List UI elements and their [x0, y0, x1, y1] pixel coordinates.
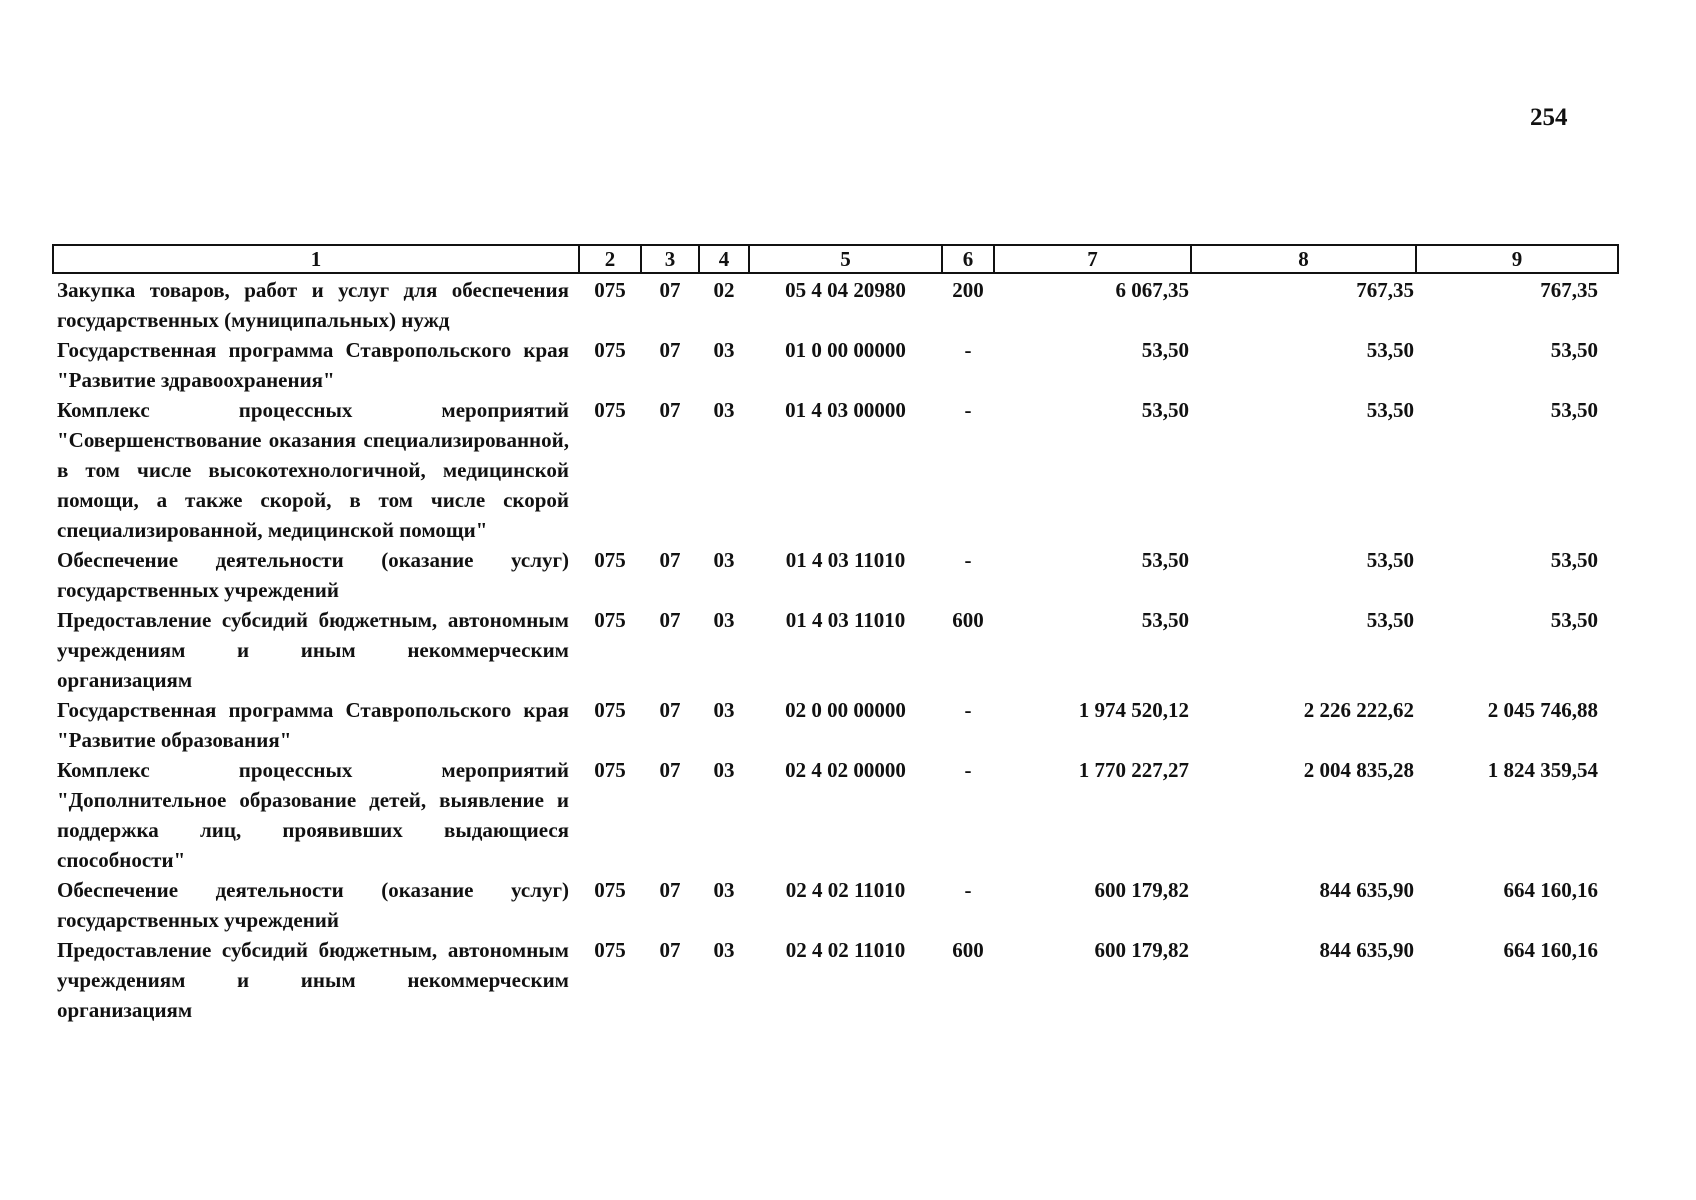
- row-name: Комплекс процессных мероприятий "Дополнительное образование детей, выявление и поддержка лиц, проявивших выдающиеся способности": [57, 758, 569, 872]
- row-amount-col7: 53,50: [1141, 338, 1189, 362]
- row-target-article: 01 0 00 00000: [785, 338, 906, 362]
- row-target-article: 02 4 02 11010: [785, 938, 906, 962]
- row-subsection-code: 03: [713, 398, 735, 422]
- row-name: Государственная программа Ставропольского края "Развитие образования": [57, 698, 569, 752]
- row-subsection-code: 03: [713, 758, 735, 782]
- row-expense-type: -: [964, 338, 972, 362]
- row-amount-col8: 2 004 835,28: [1303, 758, 1414, 782]
- row-expense-type: 200: [952, 278, 984, 302]
- row-subsection-code: 03: [713, 698, 735, 722]
- row-name: Обеспечение деятельности (оказание услуг) государственных учреждений: [57, 548, 569, 602]
- row-amount-col9: 664 160,16: [1503, 878, 1598, 902]
- header-col-4: 4: [699, 245, 749, 273]
- row-amount-col7: 53,50: [1141, 398, 1189, 422]
- table-row: [53, 605, 1618, 695]
- row-subsection-code: 03: [713, 338, 735, 362]
- row-section-code: 07: [659, 398, 681, 422]
- row-amount-col7: 6 067,35: [1115, 278, 1189, 302]
- row-section-code: 07: [659, 338, 681, 362]
- row-ministry-code: 075: [594, 698, 626, 722]
- row-amount-col8: 53,50: [1366, 608, 1414, 632]
- row-target-article: 01 4 03 11010: [785, 548, 906, 572]
- row-section-code: 07: [659, 608, 681, 632]
- row-subsection-code: 03: [713, 548, 735, 572]
- row-name: Закупка товаров, работ и услуг для обеспечения государственных (муниципальных) нужд: [57, 278, 569, 332]
- row-expense-type: -: [964, 548, 972, 572]
- row-section-code: 07: [659, 278, 681, 302]
- row-amount-col9: 53,50: [1550, 338, 1598, 362]
- row-section-code: 07: [659, 548, 681, 572]
- row-target-article: 02 4 02 11010: [785, 878, 906, 902]
- header-col-5: 5: [749, 245, 942, 273]
- header-col-8: 8: [1191, 245, 1416, 273]
- row-target-article: 01 4 03 11010: [785, 608, 906, 632]
- row-amount-col8: 844 635,90: [1319, 878, 1414, 902]
- row-amount-col8: 767,35: [1356, 278, 1414, 302]
- row-expense-type: -: [964, 878, 972, 902]
- row-amount-col9: 53,50: [1550, 608, 1598, 632]
- row-amount-col9: 2 045 746,88: [1487, 698, 1598, 722]
- table-row: [53, 273, 1618, 335]
- row-amount-col8: 2 226 222,62: [1303, 698, 1414, 722]
- header-col-1: 1: [53, 245, 579, 273]
- row-section-code: 07: [659, 698, 681, 722]
- table-row: [53, 755, 1618, 875]
- row-name: Обеспечение деятельности (оказание услуг) государственных учреждений: [57, 878, 569, 932]
- row-amount-col8: 844 635,90: [1319, 938, 1414, 962]
- table-header: [53, 245, 1618, 273]
- table-body: [53, 273, 1618, 1025]
- row-amount-col7: 1 770 227,27: [1078, 758, 1189, 782]
- row-expense-type: -: [964, 698, 972, 722]
- row-ministry-code: 075: [594, 938, 626, 962]
- row-amount-col9: 53,50: [1550, 548, 1598, 572]
- row-expense-type: 600: [952, 608, 984, 632]
- header-col-3: 3: [641, 245, 699, 273]
- row-ministry-code: 075: [594, 758, 626, 782]
- row-expense-type: -: [964, 758, 972, 782]
- row-amount-col9: 1 824 359,54: [1487, 758, 1598, 782]
- table-row: [53, 545, 1618, 605]
- row-amount-col9: 53,50: [1550, 398, 1598, 422]
- header-row: [53, 245, 1618, 273]
- row-amount-col7: 1 974 520,12: [1078, 698, 1189, 722]
- row-target-article: 01 4 03 00000: [785, 398, 906, 422]
- row-amount-col7: 600 179,82: [1094, 938, 1189, 962]
- row-ministry-code: 075: [594, 398, 626, 422]
- row-target-article: 02 0 00 00000: [785, 698, 906, 722]
- table-row: [53, 875, 1618, 935]
- row-subsection-code: 03: [713, 878, 735, 902]
- row-amount-col9: 767,35: [1540, 278, 1598, 302]
- row-amount-col7: 53,50: [1141, 608, 1189, 632]
- row-ministry-code: 075: [594, 278, 626, 302]
- row-subsection-code: 02: [713, 278, 735, 302]
- row-name: Предоставление субсидий бюджетным, автономным учреждениям и иным некоммерческим организациям: [57, 938, 569, 1022]
- page-number: 254: [1530, 104, 1568, 131]
- row-section-code: 07: [659, 758, 681, 782]
- table-row: [53, 395, 1618, 545]
- table-row: [53, 695, 1618, 755]
- row-amount-col7: 53,50: [1141, 548, 1189, 572]
- row-name: Комплекс процессных мероприятий "Совершенствование оказания специализированной, в том числе высокотехнологичной, медицинской помощи, а также скорой, в том числе скорой специализированной, медицинской помощи": [57, 398, 569, 542]
- row-ministry-code: 075: [594, 548, 626, 572]
- header-col-9: 9: [1416, 245, 1618, 273]
- row-target-article: 02 4 02 00000: [785, 758, 906, 782]
- row-section-code: 07: [659, 938, 681, 962]
- table-row: [53, 335, 1618, 395]
- header-col-6: 6: [942, 245, 994, 273]
- row-amount-col8: 53,50: [1366, 338, 1414, 362]
- row-name: Предоставление субсидий бюджетным, автономным учреждениям и иным некоммерческим организациям: [57, 608, 569, 692]
- budget-table: [52, 244, 1619, 1025]
- row-expense-type: 600: [952, 938, 984, 962]
- row-amount-col8: 53,50: [1366, 548, 1414, 572]
- row-ministry-code: 075: [594, 338, 626, 362]
- row-expense-type: -: [964, 398, 972, 422]
- row-subsection-code: 03: [713, 608, 735, 632]
- header-col-2: 2: [579, 245, 641, 273]
- row-amount-col7: 600 179,82: [1094, 878, 1189, 902]
- header-col-7: 7: [994, 245, 1191, 273]
- table-row: [53, 935, 1618, 1025]
- row-name: Государственная программа Ставропольского края "Развитие здравоохранения": [57, 338, 569, 392]
- row-ministry-code: 075: [594, 878, 626, 902]
- row-target-article: 05 4 04 20980: [785, 278, 906, 302]
- row-subsection-code: 03: [713, 938, 735, 962]
- row-amount-col8: 53,50: [1366, 398, 1414, 422]
- row-section-code: 07: [659, 878, 681, 902]
- row-ministry-code: 075: [594, 608, 626, 632]
- row-amount-col9: 664 160,16: [1503, 938, 1598, 962]
